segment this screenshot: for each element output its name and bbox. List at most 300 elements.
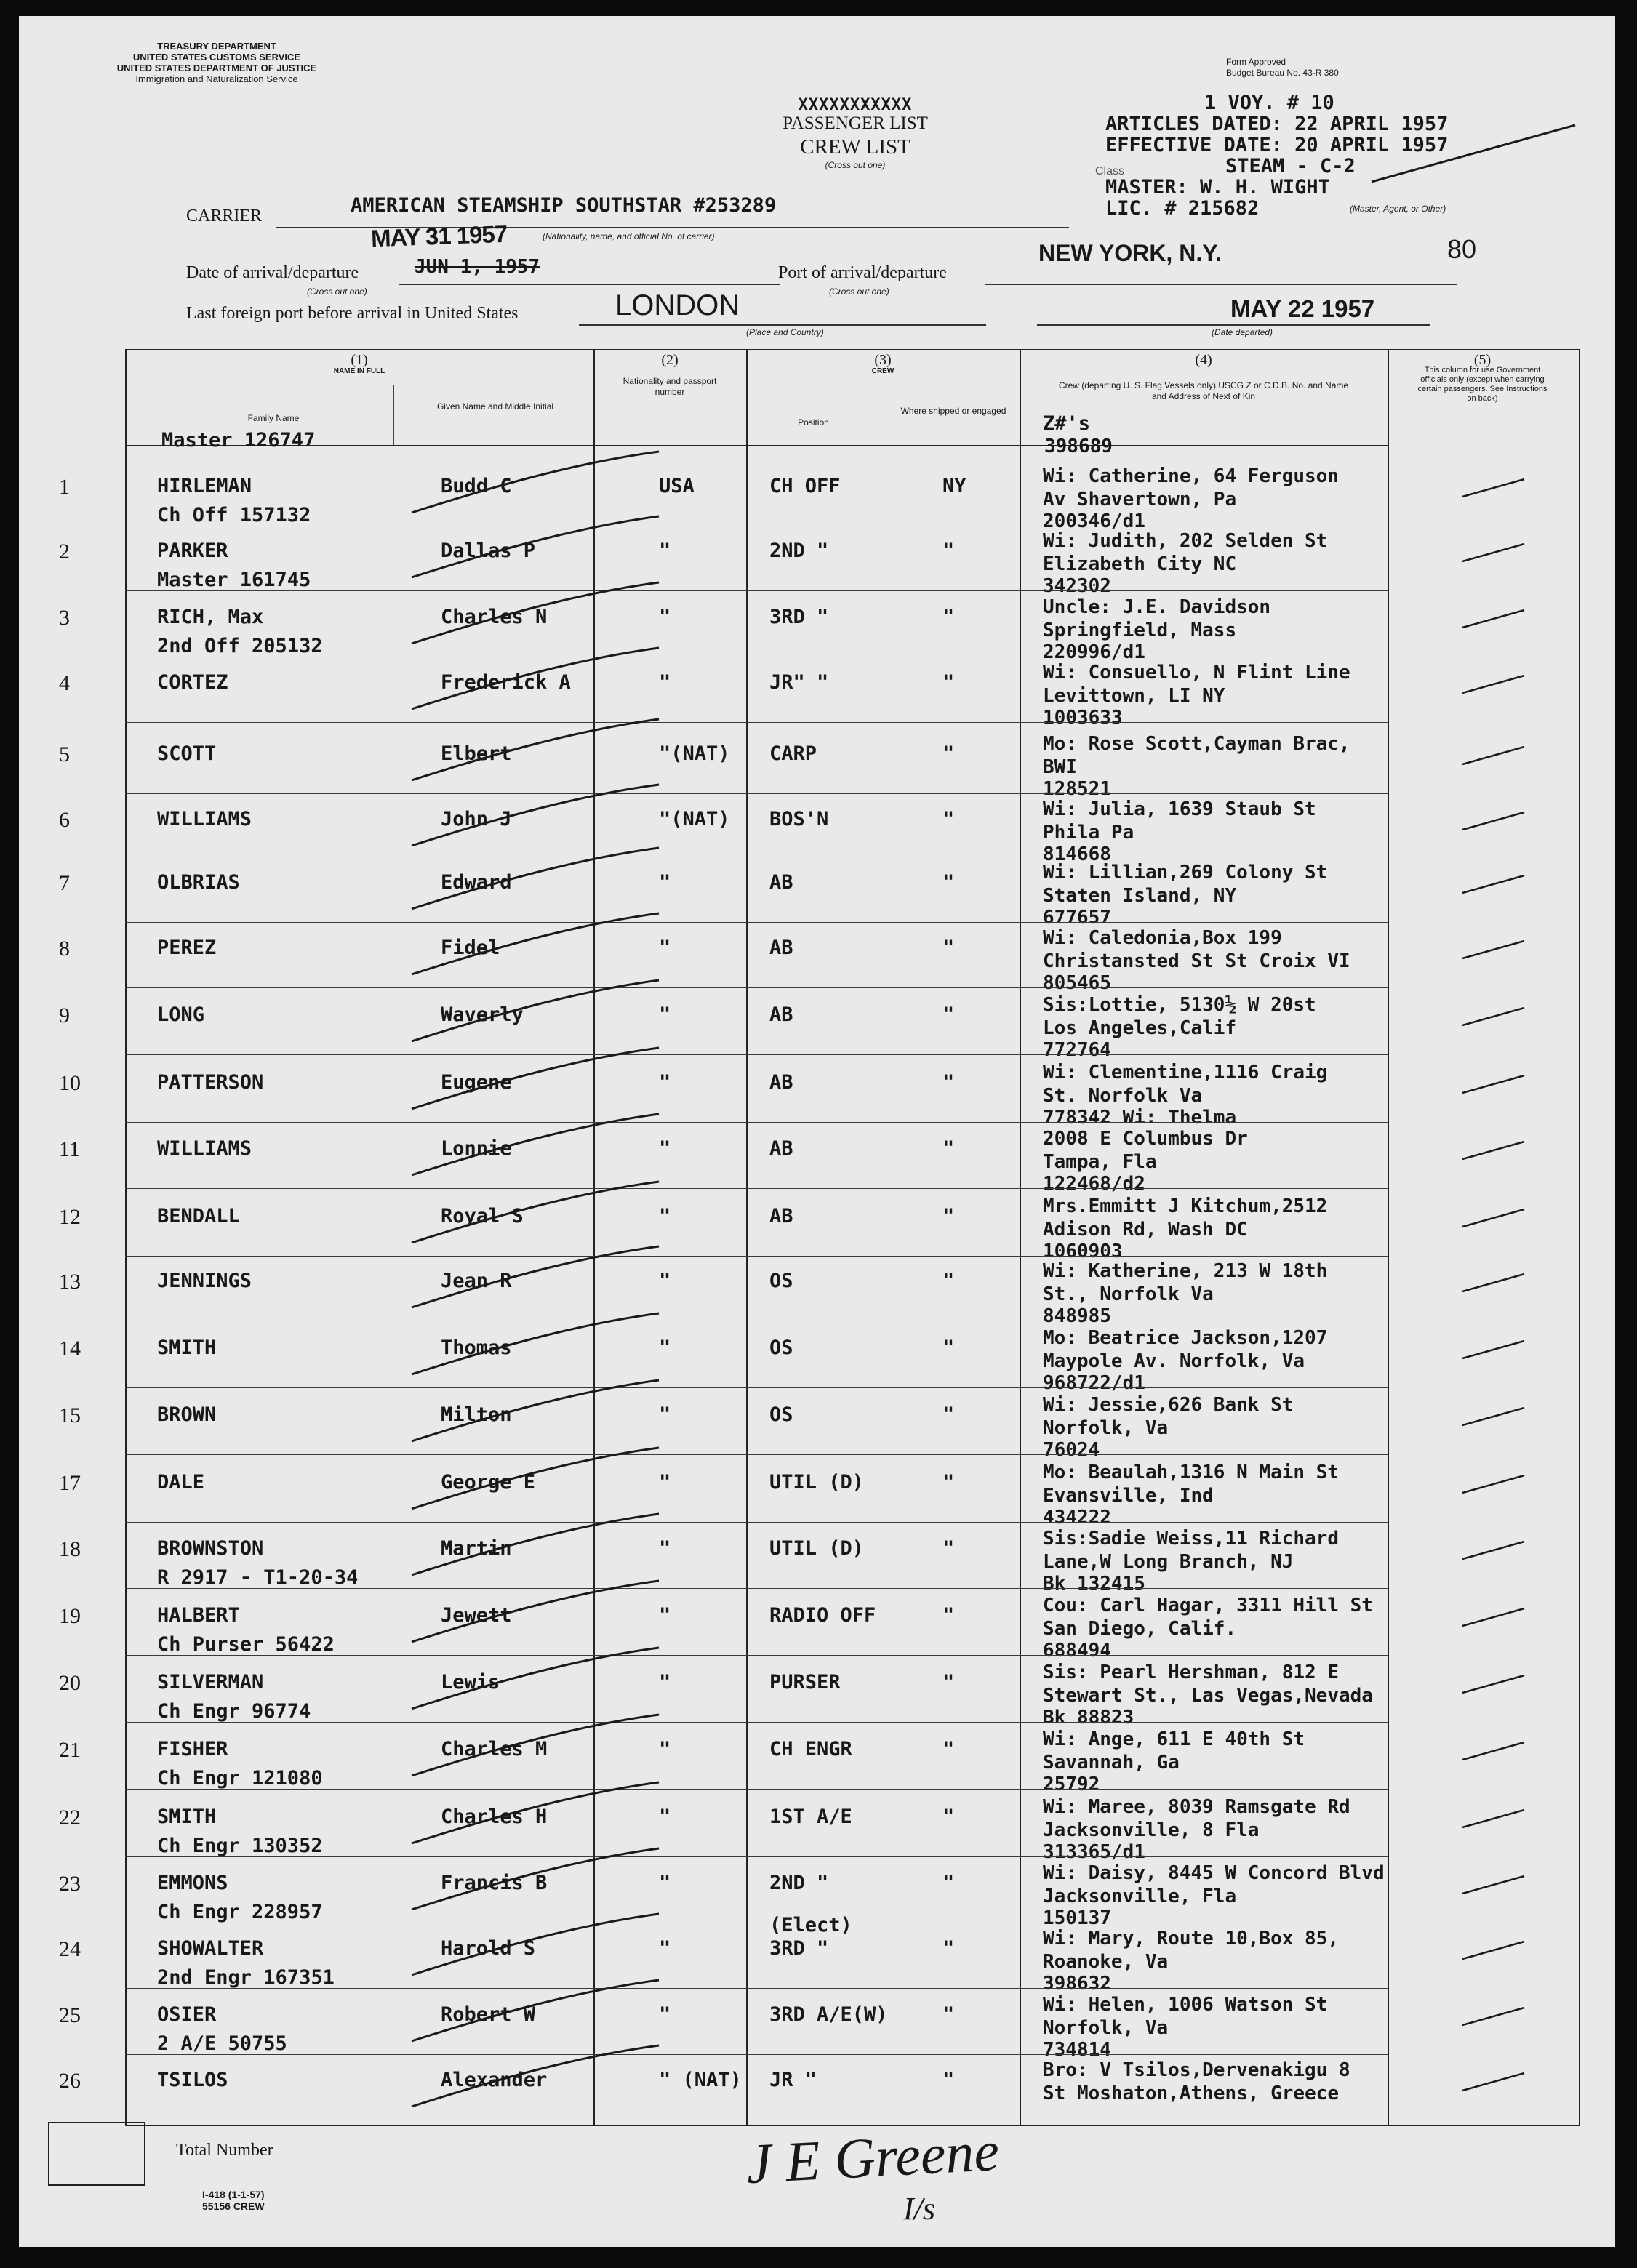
z-number: 968722/d1 [1043, 1372, 1145, 1394]
next-of-kin-line-2: Phila Pa [1043, 822, 1134, 844]
next-of-kin-line-2: Av Shavertown, Pa [1043, 489, 1237, 510]
z-numbers-label: Z#'s [1043, 412, 1091, 435]
nationality: " [659, 937, 671, 959]
next-of-kin-line-1: Wi: Lillian,269 Colony St [1043, 862, 1328, 883]
next-of-kin-line-2: Jacksonville, Fla [1043, 1886, 1237, 1907]
pen-stroke [412, 1048, 659, 1109]
check-tick [1462, 676, 1524, 693]
articles-dated: ARTICLES DATED: 22 APRIL 1957 [1105, 113, 1449, 135]
next-of-kin-line-1: Wi: Caledonia,Box 199 [1043, 927, 1282, 949]
check-tick [1462, 747, 1524, 764]
row-number: 15 [59, 1403, 81, 1427]
next-of-kin-line-2: Maypole Av. Norfolk, Va [1043, 1350, 1305, 1372]
row-number: 12 [59, 1205, 81, 1229]
pen-stroke [412, 648, 659, 709]
z-number: 434222 [1043, 1507, 1111, 1528]
position: 2ND " [769, 540, 829, 562]
given-name: Dallas P [441, 540, 536, 562]
next-of-kin-line-2: San Diego, Calif. [1043, 1618, 1237, 1640]
next-of-kin-line-2: Lane,W Long Branch, NJ [1043, 1551, 1294, 1573]
given-name: Lewis [441, 1671, 500, 1694]
signature-initials: I/s [903, 2191, 935, 2227]
check-tick [1462, 610, 1524, 628]
row-number: 18 [59, 1537, 81, 1561]
col2-number: (2) [661, 352, 679, 368]
signature: J E Greene [744, 2118, 1001, 2196]
position: RADIO OFF [769, 1604, 876, 1627]
family-name: JENNINGS [157, 1270, 252, 1292]
where-shipped: " [942, 1537, 955, 1560]
check-tick [1462, 1542, 1524, 1559]
col1-family-label: Family Name [247, 413, 300, 423]
nationality: " [659, 1537, 671, 1560]
family-name: PARKER [157, 540, 228, 562]
pen-stroke [412, 1980, 659, 2041]
pen-stroke [412, 2045, 659, 2107]
check-tick [1462, 2008, 1524, 2025]
z-number: 677657 [1043, 907, 1111, 929]
family-name: RICH, Max [157, 606, 264, 628]
next-of-kin-line-2: Tampa, Fla [1043, 1151, 1157, 1173]
last-port-label: Last foreign port before arrival in United States [186, 304, 519, 323]
nationality: " [659, 1137, 671, 1160]
col5-title: This column for use Government officials only (except when carrying certain passengers. See Instructions on back) [1417, 366, 1548, 403]
next-of-kin-line-1: Mo: Beatrice Jackson,1207 [1043, 1327, 1328, 1349]
next-of-kin-line-2: Stewart St., Las Vegas,Nevada [1043, 1685, 1373, 1707]
next-of-kin-line-1: Bro: V Tsilos,Dervenakigu 8 [1043, 2059, 1350, 2081]
master-name: MASTER: W. H. WIGHT [1105, 176, 1330, 199]
given-name: John J [441, 808, 512, 830]
nationality: " [659, 606, 671, 628]
z-number: 1060903 [1043, 1241, 1123, 1262]
family-name: SHOWALTER [157, 1937, 264, 1960]
arrival-date-typed: JUN 1, 1957 [415, 256, 540, 278]
row-number: 20 [59, 1671, 81, 1695]
given-name: Fidel [441, 937, 500, 959]
family-name: DALE [157, 1471, 205, 1494]
where-shipped: " [942, 1937, 955, 1960]
position: 2ND " [769, 1872, 829, 1894]
position: 3RD A/E(W) [769, 2003, 888, 2026]
family-name: TSILOS [157, 2069, 228, 2091]
pen-stroke [412, 848, 659, 909]
check-tick [1462, 1341, 1524, 1358]
where-shipped: " [942, 808, 955, 830]
next-of-kin-line-1: Wi: Mary, Route 10,Box 85, [1043, 1928, 1339, 1950]
officer-license-note: 2 A/E 50755 [157, 2032, 287, 2055]
total-number-box [48, 2122, 145, 2186]
next-of-kin-line-2: Christansted St St Croix VI [1043, 950, 1350, 972]
officer-license-note: Ch Engr 228957 [157, 1901, 323, 1923]
z-number: 398632 [1043, 1973, 1111, 1995]
where-shipped: " [942, 1671, 955, 1694]
row-number: 14 [59, 1337, 81, 1361]
position: PURSER [769, 1671, 841, 1694]
nationality: " [659, 540, 671, 562]
pen-stroke [412, 582, 659, 644]
where-shipped: " [942, 1604, 955, 1627]
col4-number: (4) [1195, 352, 1212, 368]
given-name: Jewett [441, 1604, 512, 1627]
next-of-kin-line-2: Staten Island, NY [1043, 885, 1237, 907]
nationality: USA [659, 475, 695, 497]
position: 3RD " [769, 1937, 829, 1960]
z-number: 342302 [1043, 575, 1111, 597]
where-shipped: " [942, 1137, 955, 1160]
next-of-kin-line-2: Springfield, Mass [1043, 620, 1237, 641]
row-number: 23 [59, 1872, 81, 1896]
row-number: 21 [59, 1738, 81, 1762]
position: UTIL (D) [769, 1471, 865, 1494]
given-name: George E [441, 1471, 536, 1494]
z-number: 128521 [1043, 778, 1111, 800]
master-caption: (Master, Agent, or Other) [1350, 204, 1446, 214]
agency-line-1: TREASURY DEPARTMENT [157, 41, 276, 52]
next-of-kin-line-1: Wi: Katherine, 213 W 18th [1043, 1260, 1328, 1282]
nationality: " (NAT) [659, 2069, 742, 2091]
z-number: Bk 132415 [1043, 1573, 1145, 1595]
row-number: 3 [59, 606, 70, 630]
z-number: 122468/d2 [1043, 1173, 1145, 1195]
row-number: 2 [59, 540, 70, 564]
col1-number: (1) [351, 352, 368, 368]
where-shipped: " [942, 2003, 955, 2026]
family-name: SILVERMAN [157, 1671, 264, 1694]
given-name: Eugene [441, 1071, 512, 1094]
col1-title: NAME IN FULL [333, 367, 385, 375]
check-tick [1462, 875, 1524, 893]
given-name: Charles N [441, 606, 548, 628]
nationality: " [659, 1337, 671, 1359]
given-name: Robert W [441, 2003, 536, 2026]
next-of-kin-line-1: Sis:Sadie Weiss,11 Richard [1043, 1528, 1339, 1550]
check-tick [1462, 1008, 1524, 1025]
check-tick [1462, 544, 1524, 561]
port-label: Port of arrival/departure [778, 263, 947, 282]
next-of-kin-line-1: Wi: Catherine, 64 Ferguson [1043, 465, 1339, 487]
z-number: 772764 [1043, 1039, 1111, 1061]
family-name: HALBERT [157, 1604, 240, 1627]
next-of-kin-line-1: Wi: Consuello, N Flint Line [1043, 662, 1350, 684]
officer-license-note: R 2917 - T1-20-34 [157, 1566, 359, 1589]
pen-stroke [412, 1782, 659, 1843]
next-of-kin-line-1: Wi: Clementine,1116 Craig [1043, 1062, 1328, 1083]
pen-stroke [412, 1648, 659, 1709]
given-name: Martin [441, 1537, 512, 1560]
where-shipped: " [942, 1872, 955, 1894]
row-number: 26 [59, 2069, 81, 2093]
pen-stroke [412, 1448, 659, 1509]
check-tick [1462, 1876, 1524, 1894]
officer-license-note: Ch Purser 56422 [157, 1633, 335, 1656]
z-number: 848985 [1043, 1305, 1111, 1327]
col2-title: Nationality and passport number [623, 376, 717, 397]
next-of-kin-line-2: Jacksonville, 8 Fla [1043, 1819, 1260, 1841]
steam-class: STEAM - C-2 [1225, 155, 1356, 177]
agency-line-2: UNITED STATES CUSTOMS SERVICE [132, 52, 301, 63]
port-of-arrival: NEW YORK, N.Y. [1038, 240, 1222, 266]
next-of-kin-line-2: Savannah, Ga [1043, 1752, 1180, 1774]
family-name: WILLIAMS [157, 808, 252, 830]
where-shipped: " [942, 2069, 955, 2091]
check-tick [1462, 2073, 1524, 2091]
pen-stroke [412, 1848, 659, 1910]
z-number: 25792 [1043, 1774, 1100, 1795]
check-tick [1462, 941, 1524, 958]
first-z-number: 398689 [1044, 436, 1113, 457]
next-of-kin-line-2: St., Norfolk Va [1043, 1283, 1214, 1305]
position: AB [769, 1137, 793, 1160]
officer-license-note: 2nd Off 205132 [157, 635, 323, 657]
nationality: " [659, 1270, 671, 1292]
nationality: " [659, 1604, 671, 1627]
officer-license-note: Ch Engr 121080 [157, 1767, 323, 1790]
family-name: SMITH [157, 1806, 217, 1828]
officer-license-note: Ch Engr 130352 [157, 1835, 323, 1857]
date-departed: MAY 22 1957 [1230, 295, 1375, 322]
nationality: " [659, 1071, 671, 1094]
where-shipped: " [942, 1738, 955, 1760]
given-name: Royal S [441, 1205, 524, 1227]
given-name: Jean R [441, 1270, 512, 1292]
pen-stroke [412, 1914, 659, 1975]
next-of-kin-line-2: Norfolk, Va [1043, 2017, 1169, 2039]
pen-stroke [412, 785, 659, 846]
given-name: Thomas [441, 1337, 512, 1359]
where-shipped: " [942, 606, 955, 628]
given-name: Elbert [441, 742, 512, 765]
next-of-kin-line-2: St. Norfolk Va [1043, 1085, 1203, 1107]
z-number: 76024 [1043, 1439, 1100, 1461]
next-of-kin-line-1: Mo: Beaulah,1316 N Main St [1043, 1462, 1339, 1483]
given-name: Alexander [441, 2069, 548, 2091]
family-name: PEREZ [157, 937, 217, 959]
given-name: Waverly [441, 1003, 524, 1026]
check-tick [1462, 1675, 1524, 1693]
approval-line-2: Budget Bureau No. 43-R 380 [1226, 68, 1339, 78]
check-tick [1462, 1608, 1524, 1626]
row-number: 4 [59, 671, 70, 695]
given-name: Budd C [441, 475, 512, 497]
position: UTIL (D) [769, 1537, 865, 1560]
family-name: OSIER [157, 2003, 217, 2026]
where-shipped: " [942, 937, 955, 959]
given-name: Lonnie [441, 1137, 512, 1160]
family-name: SMITH [157, 1337, 217, 1359]
check-tick [1462, 1942, 1524, 1959]
next-of-kin-line-1: Wi: Judith, 202 Selden St [1043, 530, 1328, 552]
where-shipped: " [942, 1403, 955, 1426]
position: CARP [769, 742, 817, 765]
given-name: Milton [441, 1403, 512, 1426]
where-shipped: " [942, 871, 955, 894]
position: AB [769, 937, 793, 959]
date-caption: (Date departed) [1212, 327, 1273, 337]
next-of-kin-line-2: Evansville, Ind [1043, 1485, 1214, 1507]
pen-stroke [412, 1581, 659, 1642]
family-name: BROWNSTON [157, 1537, 264, 1560]
z-number: 200346/d1 [1043, 510, 1145, 532]
check-tick [1462, 1274, 1524, 1291]
last-foreign-port: LONDON [615, 289, 740, 321]
col3-title: CREW [871, 367, 894, 375]
where-shipped: " [942, 1337, 955, 1359]
family-name: OLBRIAS [157, 871, 240, 894]
master-number-note: Master 126747 [161, 429, 316, 452]
position: 1ST A/E [769, 1806, 852, 1828]
position: AB [769, 871, 793, 894]
z-number: 814668 [1043, 844, 1111, 865]
check-tick [1462, 1742, 1524, 1760]
family-name: LONG [157, 1003, 205, 1026]
row-number: 9 [59, 1003, 70, 1027]
family-name: PATTERSON [157, 1071, 264, 1094]
position: JR" " [769, 671, 829, 694]
pen-stroke [412, 1114, 659, 1175]
pen-stroke [412, 452, 659, 513]
row-number: 6 [59, 808, 70, 832]
place-caption: (Place and Country) [746, 327, 824, 337]
nationality: " [659, 1806, 671, 1828]
next-of-kin-line-2: Norfolk, Va [1043, 1417, 1169, 1439]
col3-position-label: Position [798, 417, 829, 428]
col4-title: Crew (departing U. S. Flag Vessels only) USCG Z or C.D.B. No. and Name and Address of Next of Kin [1058, 380, 1349, 401]
position: BOS'N [769, 808, 829, 830]
check-tick [1462, 1408, 1524, 1425]
given-name: Charles M [441, 1738, 548, 1760]
next-of-kin-line-2: Roanoke, Va [1043, 1951, 1169, 1973]
next-of-kin-line-1: Mrs.Emmitt J Kitchum,2512 [1043, 1195, 1328, 1217]
z-number: 805465 [1043, 972, 1111, 994]
position-note: (Elect) [769, 1914, 852, 1936]
row-number: 8 [59, 937, 70, 961]
agency-line-4: Immigration and Naturalization Service [135, 73, 298, 84]
where-shipped: " [942, 1471, 955, 1494]
pen-stroke [412, 1313, 659, 1374]
next-of-kin-line-1: Wi: Julia, 1639 Staub St [1043, 798, 1316, 820]
where-shipped: " [942, 1003, 955, 1026]
z-number: 688494 [1043, 1640, 1111, 1662]
check-tick [1462, 1075, 1524, 1093]
pen-stroke [412, 980, 659, 1041]
nationality: "(NAT) [659, 808, 730, 830]
agency-line-3: UNITED STATES DEPARTMENT OF JUSTICE [116, 63, 317, 73]
check-tick [1462, 1209, 1524, 1227]
next-of-kin-line-2: St Moshaton,Athens, Greece [1043, 2083, 1339, 2104]
where-shipped: " [942, 1205, 955, 1227]
license-number: LIC. # 215682 [1105, 197, 1260, 220]
where-shipped: " [942, 540, 955, 562]
nationality: " [659, 1738, 671, 1760]
pen-stroke [412, 1514, 659, 1575]
position: CH ENGR [769, 1738, 852, 1760]
z-number: 220996/d1 [1043, 641, 1145, 663]
position: OS [769, 1337, 793, 1359]
carrier-caption: (Nationality, name, and official No. of carrier) [543, 231, 715, 241]
officer-license-note: 2nd Engr 167351 [157, 1966, 335, 1989]
family-name: HIRLEMAN [157, 475, 252, 497]
where-shipped: " [942, 1071, 955, 1094]
arrival-date-stamp: MAY 31 1957 [370, 220, 508, 252]
row-number: 7 [59, 871, 70, 895]
next-of-kin-line-1: Cou: Carl Hagar, 3311 Hill St [1043, 1595, 1373, 1616]
nationality: " [659, 2003, 671, 2026]
title-passenger-list: PASSENGER LIST [783, 113, 928, 133]
arrival-caption: (Cross out one) [307, 286, 367, 297]
row-number: 1 [59, 475, 70, 499]
title-cross-out: (Cross out one) [825, 160, 886, 170]
where-shipped: " [942, 1806, 955, 1828]
nationality: " [659, 1671, 671, 1694]
position: OS [769, 1403, 793, 1426]
position: AB [769, 1205, 793, 1227]
next-of-kin-line-2: BWI [1043, 756, 1077, 778]
pen-stroke [412, 913, 659, 974]
pen-checkmarks [19, 16, 1615, 2247]
nationality: " [659, 1205, 671, 1227]
row-number: 19 [59, 1604, 81, 1628]
where-shipped: " [942, 1270, 955, 1292]
check-tick [1462, 812, 1524, 830]
pen-stroke [412, 1380, 659, 1441]
given-name: Harold S [441, 1937, 536, 1960]
row-number: 11 [59, 1137, 80, 1161]
z-number: 313365/d1 [1043, 1841, 1145, 1863]
next-of-kin-line-2: Elizabeth City NC [1043, 553, 1237, 575]
page-number: 80 [1447, 234, 1477, 264]
title-struck: XXXXXXXXXXX [798, 96, 913, 114]
row-number: 17 [59, 1471, 81, 1495]
pen-stroke [412, 1246, 659, 1307]
family-name: EMMONS [157, 1872, 228, 1894]
z-number: Bk 88823 [1043, 1707, 1134, 1728]
next-of-kin-line-1: Wi: Helen, 1006 Watson St [1043, 1994, 1328, 2016]
given-name: Edward [441, 871, 512, 894]
row-number: 13 [59, 1270, 81, 1294]
row-number: 24 [59, 1937, 81, 1961]
total-number-label: Total Number [176, 2141, 273, 2160]
row-number: 10 [59, 1071, 81, 1095]
z-number: 150137 [1043, 1907, 1111, 1929]
check-tick [1462, 1810, 1524, 1827]
check-tick [1462, 1142, 1524, 1159]
nationality: " [659, 671, 671, 694]
nationality: " [659, 1872, 671, 1894]
given-name: Charles H [441, 1806, 548, 1828]
where-shipped: " [942, 671, 955, 694]
family-name: FISHER [157, 1738, 228, 1760]
family-name: SCOTT [157, 742, 217, 765]
check-tick [1462, 479, 1524, 497]
nationality: " [659, 1003, 671, 1026]
officer-license-note: Ch Off 157132 [157, 504, 311, 526]
pen-stroke [412, 1182, 659, 1243]
next-of-kin-line-1: Wi: Maree, 8039 Ramsgate Rd [1043, 1796, 1350, 1818]
col3-number: (3) [874, 352, 892, 368]
check-tick [1462, 1475, 1524, 1493]
family-name: BENDALL [157, 1205, 240, 1227]
voyage-number: 1 VOY. # 10 [1204, 92, 1334, 114]
row-number: 25 [59, 2003, 81, 2027]
next-of-kin-line-1: 2008 E Columbus Dr [1043, 1128, 1248, 1150]
next-of-kin-line-2: Los Angeles,Calif [1043, 1017, 1237, 1039]
where-shipped: " [942, 742, 955, 765]
arrival-label: Date of arrival/departure [186, 263, 359, 282]
nationality: " [659, 871, 671, 894]
officer-license-note: Master 161745 [157, 569, 311, 591]
where-shipped: NY [942, 475, 966, 497]
z-number: 778342 Wi: Thelma [1043, 1107, 1237, 1129]
